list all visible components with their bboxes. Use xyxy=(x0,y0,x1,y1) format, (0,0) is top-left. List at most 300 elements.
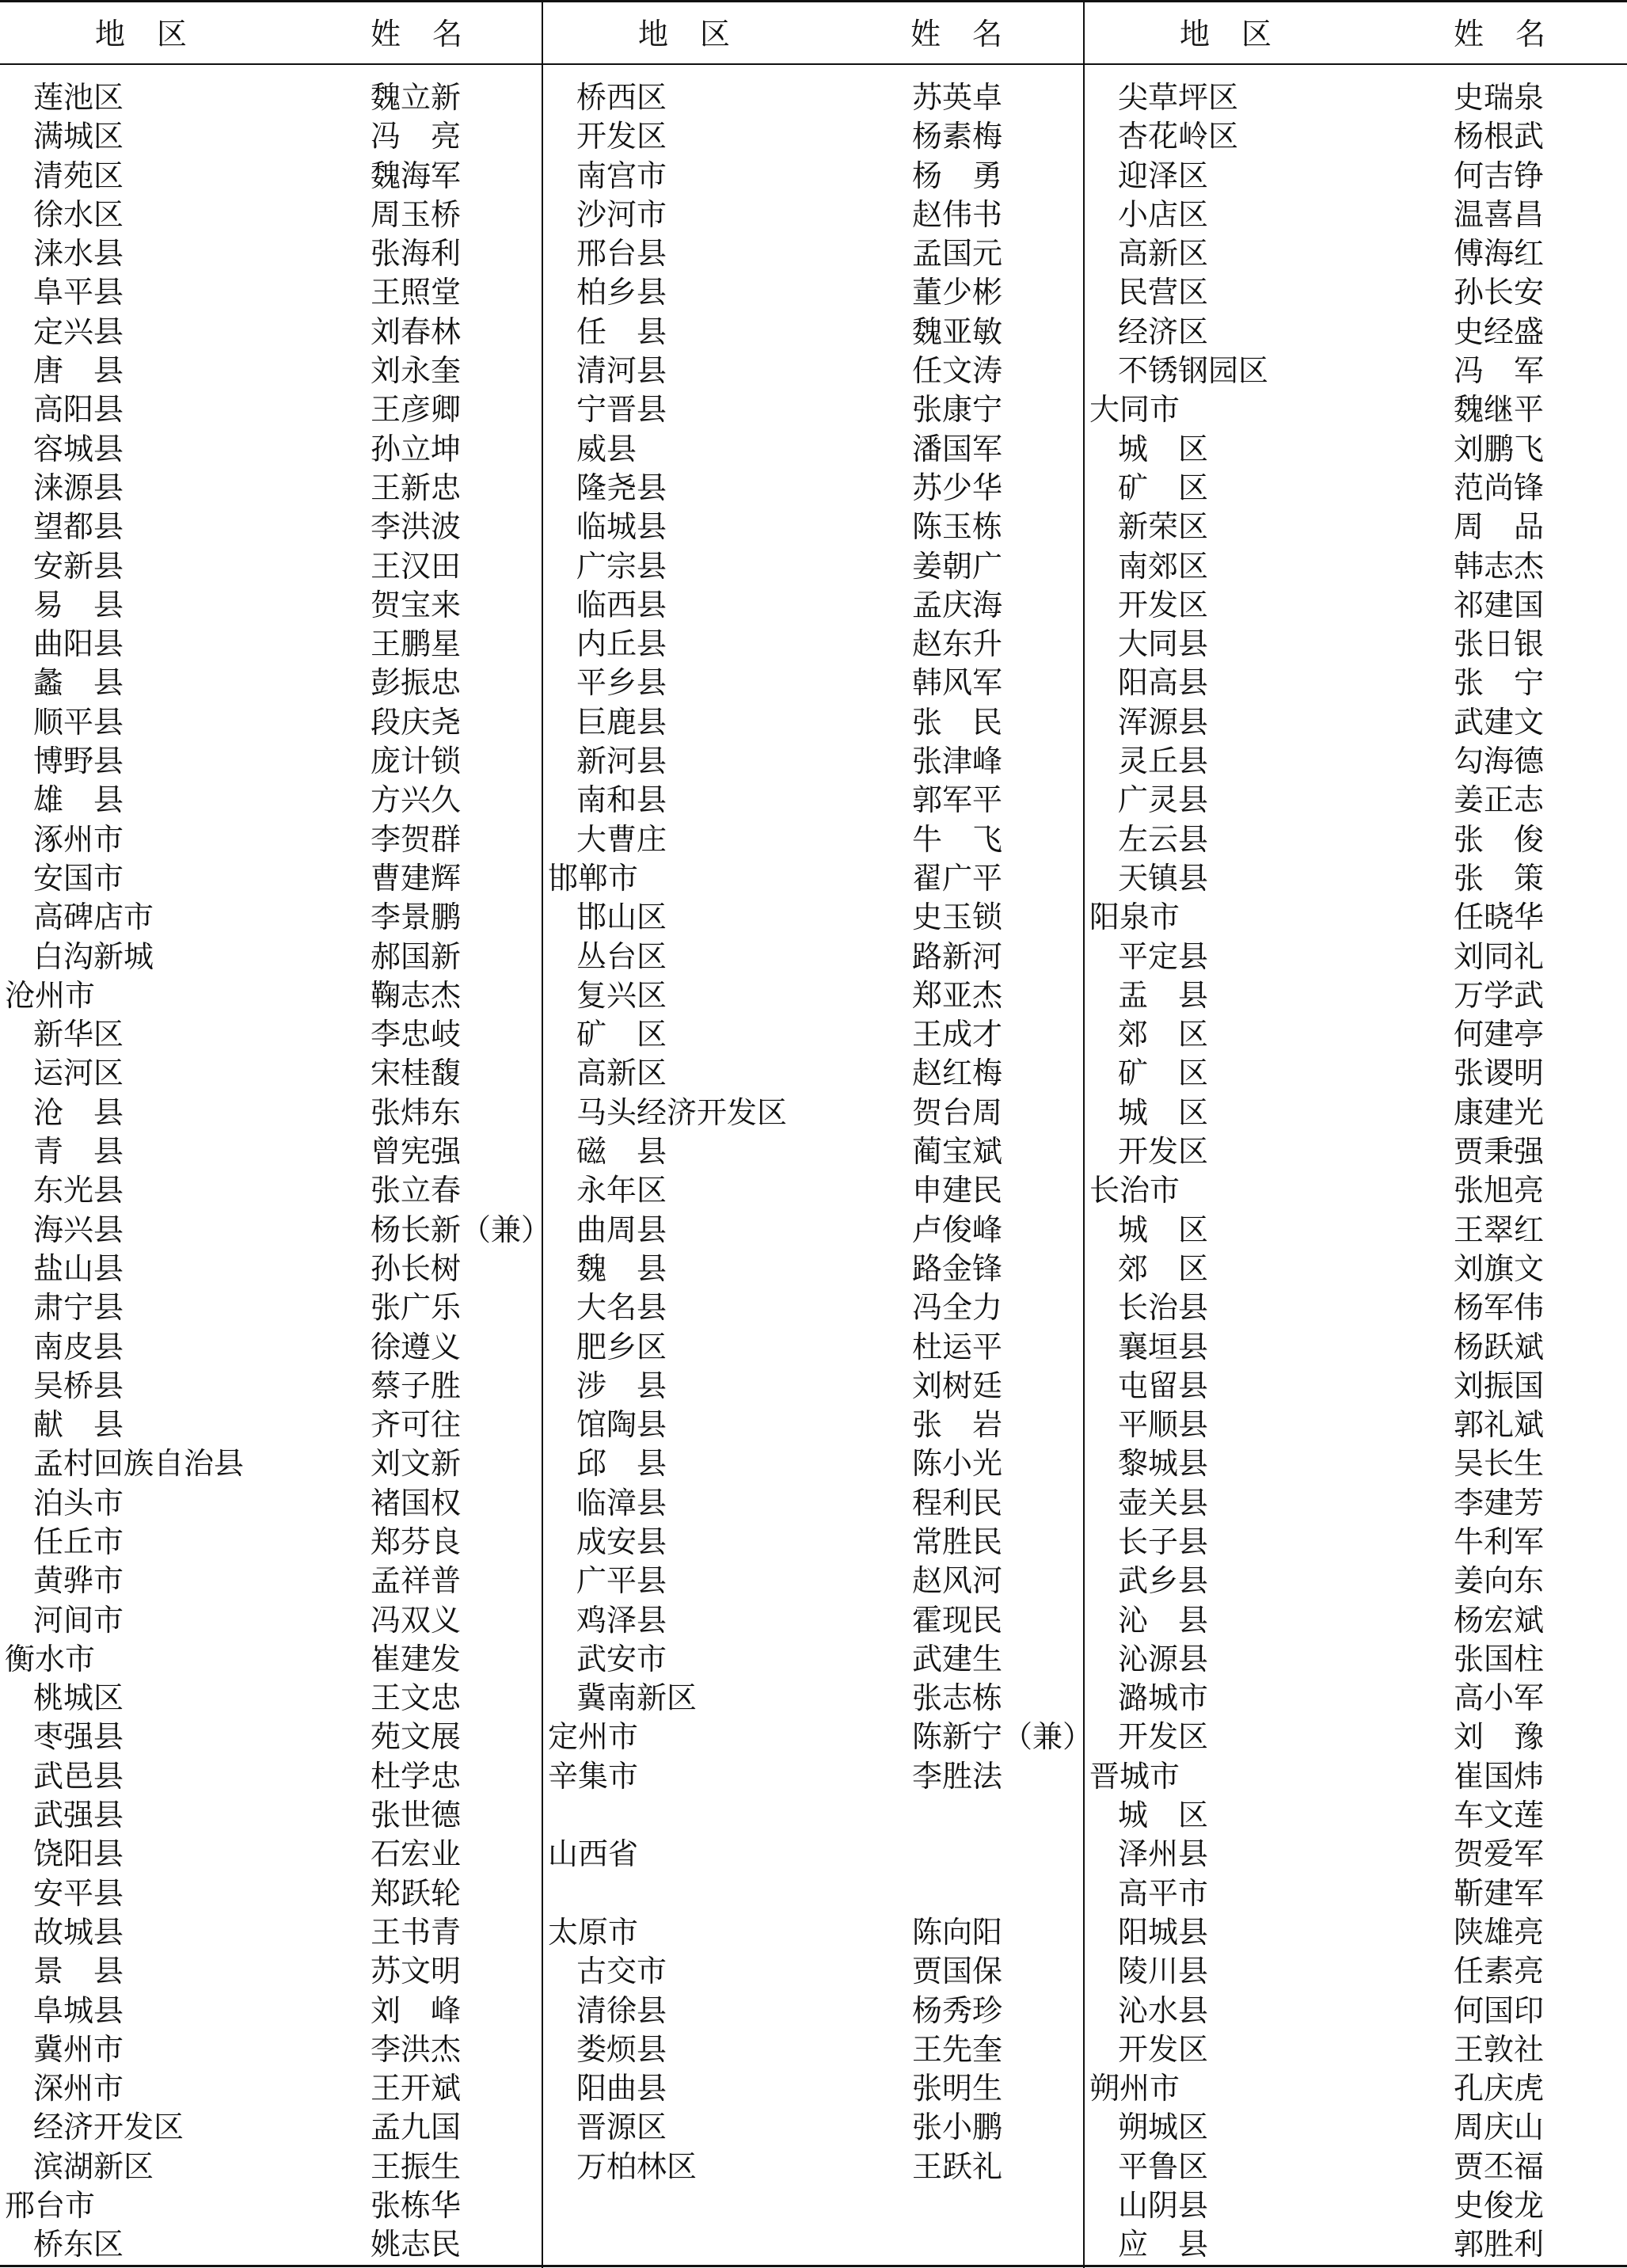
table-row xyxy=(0,1757,542,1796)
name-cell: 郑芬良 xyxy=(371,1524,462,1559)
region-cell: 安新县 xyxy=(33,548,124,584)
table-row xyxy=(0,703,542,742)
name-cell: 孟九国 xyxy=(371,2110,462,2145)
region-cell: 安平县 xyxy=(33,1875,124,1911)
table-row xyxy=(0,1601,542,1640)
table-row xyxy=(0,1406,542,1444)
table-row xyxy=(543,1874,1083,1913)
region-cell: 城 区 xyxy=(1118,1798,1209,1833)
name-cell: 姜朝广 xyxy=(912,548,1003,584)
table-row xyxy=(1085,1367,1627,1406)
region-cell: 马头经济开发区 xyxy=(576,1094,788,1130)
table-row xyxy=(1085,820,1627,859)
region-cell: 不锈钢园区 xyxy=(1118,353,1269,389)
name-cell: 赵伟书 xyxy=(912,196,1003,232)
region-cell: 开发区 xyxy=(1118,1719,1209,1755)
table-row xyxy=(543,273,1083,312)
region-cell: 沧州市 xyxy=(5,977,96,1013)
region-cell: 临西县 xyxy=(576,587,667,622)
name-cell: 张小鹏 xyxy=(912,2110,1003,2145)
region-cell: 任 县 xyxy=(576,314,667,349)
region-cell: 新华区 xyxy=(33,1017,124,1052)
region-cell: 蠡 县 xyxy=(33,665,124,701)
region-cell: 清苑区 xyxy=(33,158,124,193)
region-cell: 平乡县 xyxy=(576,665,667,701)
header-name: 姓名 xyxy=(910,17,1035,51)
table-row xyxy=(1085,2225,1627,2264)
region-cell: 壶关县 xyxy=(1118,1485,1209,1520)
region-cell: 海兴县 xyxy=(33,1212,124,1247)
region-cell: 阳高县 xyxy=(1118,665,1209,701)
table-row xyxy=(0,313,542,352)
table-row xyxy=(543,742,1083,781)
name-cell: 张国柱 xyxy=(1454,1641,1545,1676)
name-cell: 刘振国 xyxy=(1454,1368,1545,1403)
region-cell: 宁晋县 xyxy=(576,392,667,428)
name-cell: 张明生 xyxy=(912,2071,1003,2106)
region-cell: 左云县 xyxy=(1118,821,1209,857)
name-cell: 赵红梅 xyxy=(912,1056,1003,1091)
region-cell: 深州市 xyxy=(33,2071,124,2106)
table-row xyxy=(543,78,1083,117)
region-cell: 武强县 xyxy=(33,1798,124,1833)
table-row xyxy=(0,976,542,1015)
region-cell: 阳曲县 xyxy=(576,2071,667,2106)
table-row xyxy=(0,742,542,781)
table-row xyxy=(1085,78,1627,117)
name-cell: 冯双义 xyxy=(371,1602,462,1638)
table-row xyxy=(1085,1132,1627,1171)
table-row xyxy=(0,1132,542,1171)
region-cell: 大同市 xyxy=(1089,392,1180,428)
region-cell: 泽州县 xyxy=(1118,1836,1209,1872)
name-cell: 贾国保 xyxy=(912,1954,1003,1989)
region-cell: 矿 区 xyxy=(576,1017,667,1052)
name-cell: 陕雄亮 xyxy=(1454,1914,1545,1950)
name-cell: 康建光 xyxy=(1454,1094,1545,1130)
table-row xyxy=(0,1367,542,1406)
table-column-1 xyxy=(0,0,552,2268)
table-row xyxy=(1085,273,1627,312)
region-cell: 广宗县 xyxy=(576,548,667,584)
name-cell: 李洪杰 xyxy=(371,2031,462,2067)
table-row xyxy=(0,2108,542,2147)
table-row xyxy=(543,1288,1083,1327)
table-row xyxy=(0,1094,542,1132)
region-cell: 晋源区 xyxy=(576,2110,667,2145)
name-cell: 潘国军 xyxy=(912,431,1003,466)
name-cell: 段庆尧 xyxy=(371,704,462,740)
table-row xyxy=(543,430,1083,469)
row-list xyxy=(0,78,552,2265)
table-row xyxy=(1085,1328,1627,1367)
table-row xyxy=(1085,898,1627,937)
region-cell: 太原市 xyxy=(548,1914,639,1950)
region-cell: 新荣区 xyxy=(1118,509,1209,545)
region-cell: 桥东区 xyxy=(33,2227,124,2262)
region-cell: 长治市 xyxy=(1089,1173,1180,1208)
table-row xyxy=(1085,2186,1627,2225)
name-cell: 翟广平 xyxy=(912,860,1003,896)
region-cell: 枣强县 xyxy=(33,1719,124,1755)
table-row xyxy=(0,1640,542,1679)
table-row xyxy=(543,1679,1083,1718)
region-cell: 定兴县 xyxy=(33,314,124,349)
region-cell: 鸡泽县 xyxy=(576,1602,667,1638)
table-row xyxy=(543,1952,1083,1991)
table-row xyxy=(0,859,542,898)
name-cell: 姜正志 xyxy=(1454,782,1545,818)
name-cell: 何吉铮 xyxy=(1454,158,1545,193)
table-row xyxy=(0,117,542,156)
name-cell: 周 品 xyxy=(1454,509,1545,545)
name-cell: 王新忠 xyxy=(371,470,462,505)
name-cell: 王彦卿 xyxy=(371,392,462,428)
region-cell: 满城区 xyxy=(33,119,124,154)
table-row xyxy=(1085,469,1627,508)
name-cell: 陈小光 xyxy=(912,1446,1003,1482)
table-row xyxy=(0,1679,542,1718)
table-row xyxy=(0,938,542,976)
table-row xyxy=(543,313,1083,352)
header-name: 姓名 xyxy=(371,17,495,51)
name-cell: 刘春林 xyxy=(371,314,462,349)
region-cell: 涞源县 xyxy=(33,470,124,505)
table-row xyxy=(0,781,542,820)
table-row xyxy=(1085,1015,1627,1054)
name-cell: 刘 峰 xyxy=(371,1992,462,2028)
table-row xyxy=(1085,1835,1627,1874)
table-row xyxy=(543,1913,1083,1952)
table-row xyxy=(1085,1171,1627,1210)
table-row xyxy=(1085,1054,1627,1093)
name-cell: 张海利 xyxy=(371,236,462,272)
name-cell: 魏继平 xyxy=(1454,392,1545,428)
table-row xyxy=(1085,1250,1627,1288)
name-cell: 张谡明 xyxy=(1454,1056,1545,1091)
region-cell: 万柏林区 xyxy=(576,2148,698,2184)
region-cell: 安国市 xyxy=(33,860,124,896)
name-cell: 申建民 xyxy=(912,1173,1003,1208)
name-cell: 魏立新 xyxy=(371,80,462,115)
table-row xyxy=(0,234,542,273)
region-cell: 小店区 xyxy=(1118,196,1209,232)
name-cell: 刘 豫 xyxy=(1454,1719,1545,1755)
region-cell: 南宫市 xyxy=(576,158,667,193)
table-row xyxy=(543,1523,1083,1562)
table-row xyxy=(543,2108,1083,2147)
name-cell: 路金锋 xyxy=(912,1250,1003,1286)
name-cell: 孟国元 xyxy=(912,236,1003,272)
table-row xyxy=(0,273,542,312)
table-row xyxy=(1085,586,1627,625)
region-cell: 大名县 xyxy=(576,1290,667,1326)
region-cell: 大曹庄 xyxy=(576,821,667,857)
name-cell: 李忠岐 xyxy=(371,1017,462,1052)
name-cell: 张立春 xyxy=(371,1173,462,1208)
name-cell: 霍现民 xyxy=(912,1602,1003,1638)
region-cell: 陵川县 xyxy=(1118,1954,1209,1989)
region-cell: 城 区 xyxy=(1118,431,1209,466)
name-cell: 孙立坤 xyxy=(371,431,462,466)
name-cell: 武建生 xyxy=(912,1641,1003,1676)
table-row xyxy=(1085,508,1627,546)
region-cell: 威县 xyxy=(576,431,637,466)
region-cell: 阳泉市 xyxy=(1089,900,1180,935)
name-cell: 贺爱军 xyxy=(1454,1836,1545,1872)
table-row xyxy=(543,1171,1083,1210)
region-cell: 肃宁县 xyxy=(33,1290,124,1326)
name-cell: 郭军平 xyxy=(912,782,1003,818)
table-row xyxy=(543,390,1083,429)
name-cell: 刘永奎 xyxy=(371,353,462,389)
table-row xyxy=(1085,157,1627,196)
table-row xyxy=(543,1328,1083,1367)
region-cell: 阳城县 xyxy=(1118,1914,1209,1950)
region-cell: 山阴县 xyxy=(1118,2188,1209,2224)
region-cell: 经济区 xyxy=(1118,314,1209,349)
name-cell: 方兴久 xyxy=(371,782,462,818)
table-row xyxy=(1085,1952,1627,1991)
region-cell: 邯郸市 xyxy=(548,860,639,896)
table-row xyxy=(543,1054,1083,1093)
name-cell: 温喜昌 xyxy=(1454,196,1545,232)
table-row xyxy=(0,2069,542,2108)
name-cell: 魏海军 xyxy=(371,158,462,193)
table-row xyxy=(0,1718,542,1756)
name-cell: 王成才 xyxy=(912,1017,1003,1052)
table-row xyxy=(543,1250,1083,1288)
name-cell: 任素亮 xyxy=(1454,1954,1545,1989)
region-cell: 易 县 xyxy=(33,587,124,622)
region-cell: 盐山县 xyxy=(33,1250,124,1286)
name-cell: 姜向东 xyxy=(1454,1563,1545,1599)
table-row xyxy=(543,1444,1083,1483)
region-cell: 应 县 xyxy=(1118,2227,1209,2262)
region-cell: 长子县 xyxy=(1118,1524,1209,1559)
name-cell: 庞计锁 xyxy=(371,744,462,779)
name-cell: 张 岩 xyxy=(912,1407,1003,1443)
table-row xyxy=(1085,1288,1627,1327)
name-cell: 褚国权 xyxy=(371,1485,462,1520)
table-row xyxy=(1085,1679,1627,1718)
name-cell: 冯全力 xyxy=(912,1290,1003,1326)
region-cell: 晋城市 xyxy=(1089,1758,1180,1794)
table-row xyxy=(1085,859,1627,898)
region-cell: 吴桥县 xyxy=(33,1368,124,1403)
name-cell: 贾秉强 xyxy=(1454,1134,1545,1170)
table-row xyxy=(543,2030,1083,2069)
region-cell: 肥乡区 xyxy=(576,1329,667,1364)
name-cell: 李景鹏 xyxy=(371,900,462,935)
table-row xyxy=(0,2030,542,2069)
region-cell: 平定县 xyxy=(1118,938,1209,974)
table-row xyxy=(0,508,542,546)
table-row xyxy=(1085,1211,1627,1250)
region-cell: 内丘县 xyxy=(576,626,667,662)
table-row xyxy=(543,1601,1083,1640)
region-cell: 景 县 xyxy=(33,1954,124,1989)
name-cell: 陈新宁（兼） xyxy=(912,1719,1093,1755)
region-cell: 新河县 xyxy=(576,744,667,779)
table-row xyxy=(0,469,542,508)
table-row xyxy=(0,2186,542,2225)
name-cell: 李贺群 xyxy=(371,821,462,857)
name-cell: 张津峰 xyxy=(912,744,1003,779)
table-row xyxy=(543,1211,1083,1250)
region-cell: 隆尧县 xyxy=(576,470,667,505)
name-cell: 赵风河 xyxy=(912,1563,1003,1599)
name-cell: 靳建军 xyxy=(1454,1875,1545,1911)
table-row xyxy=(543,469,1083,508)
region-cell: 邯山区 xyxy=(576,900,667,935)
name-cell: 孔庆虎 xyxy=(1454,2071,1545,2106)
name-cell: 刘同礼 xyxy=(1454,938,1545,974)
table-row xyxy=(0,1328,542,1367)
name-cell: 牛 飞 xyxy=(912,821,1003,857)
region-cell: 黄骅市 xyxy=(33,1563,124,1599)
region-cell: 娄烦县 xyxy=(576,2031,667,2067)
region-cell: 莲池区 xyxy=(33,80,124,115)
table-row xyxy=(0,1796,542,1835)
region-cell: 清河县 xyxy=(576,353,667,389)
name-cell: 王开斌 xyxy=(371,2071,462,2106)
region-cell: 成安县 xyxy=(576,1524,667,1559)
name-cell: 任晓华 xyxy=(1454,900,1545,935)
region-cell: 南皮县 xyxy=(33,1329,124,1364)
region-cell: 曲阳县 xyxy=(33,626,124,662)
table-row xyxy=(543,898,1083,937)
name-cell: 杨长新（兼） xyxy=(371,1212,552,1247)
name-cell: 孙长树 xyxy=(371,1250,462,1286)
region-cell: 临漳县 xyxy=(576,1485,667,1520)
table-row xyxy=(0,1444,542,1483)
region-cell: 顺平县 xyxy=(33,704,124,740)
table-row xyxy=(543,1796,1083,1835)
name-cell: 贺宝来 xyxy=(371,587,462,622)
region-cell: 高平市 xyxy=(1118,1875,1209,1911)
name-cell: 苏英卓 xyxy=(912,80,1003,115)
table-row xyxy=(0,1288,542,1327)
region-cell: 开发区 xyxy=(1118,2031,1209,2067)
table-row xyxy=(0,664,542,702)
region-cell: 邢台县 xyxy=(576,236,667,272)
region-cell: 清徐县 xyxy=(576,1992,667,2028)
name-cell: 陈玉栋 xyxy=(912,509,1003,545)
table-row xyxy=(1085,2148,1627,2186)
table-row xyxy=(543,859,1083,898)
region-cell: 广平县 xyxy=(576,1563,667,1599)
name-cell: 王先奎 xyxy=(912,2031,1003,2067)
name-cell: 蔡子胜 xyxy=(371,1368,462,1403)
table-row xyxy=(543,1406,1083,1444)
name-cell: 冯 亮 xyxy=(371,119,462,154)
name-cell: 王汉田 xyxy=(371,548,462,584)
region-cell: 任丘市 xyxy=(33,1524,124,1559)
table-row xyxy=(1085,1757,1627,1796)
table-row xyxy=(1085,196,1627,234)
name-cell: 董少彬 xyxy=(912,275,1003,310)
table-row xyxy=(543,2069,1083,2108)
region-cell: 曲周县 xyxy=(576,1212,667,1247)
region-cell: 民营区 xyxy=(1118,275,1209,310)
name-cell: 杨秀珍 xyxy=(912,1992,1003,2028)
region-cell: 杏花岭区 xyxy=(1118,119,1239,154)
table-row xyxy=(1085,1601,1627,1640)
region-cell: 衡水市 xyxy=(5,1641,96,1676)
region-cell: 河间市 xyxy=(33,1602,124,1638)
table-row xyxy=(1085,781,1627,820)
table-row xyxy=(543,547,1083,586)
region-cell: 丛台区 xyxy=(576,938,667,974)
region-cell: 武邑县 xyxy=(33,1758,124,1794)
name-cell: 徐遵义 xyxy=(371,1329,462,1364)
name-cell: 牛利军 xyxy=(1454,1524,1545,1559)
region-cell: 沁 县 xyxy=(1118,1602,1209,1638)
region-cell: 郊 区 xyxy=(1118,1250,1209,1286)
region-cell: 博野县 xyxy=(33,744,124,779)
table-row xyxy=(543,625,1083,664)
table-row xyxy=(1085,664,1627,702)
table-row xyxy=(1085,1874,1627,1913)
region-cell: 武安市 xyxy=(576,1641,667,1676)
table-row xyxy=(543,664,1083,702)
region-cell: 涿州市 xyxy=(33,821,124,857)
name-cell: 张康宁 xyxy=(912,392,1003,428)
table-row xyxy=(1085,352,1627,390)
table-row xyxy=(543,1757,1083,1796)
region-cell: 经济开发区 xyxy=(33,2110,184,2145)
name-cell: 王翠红 xyxy=(1454,1212,1545,1247)
table-row xyxy=(1085,703,1627,742)
region-cell: 运河区 xyxy=(33,1056,124,1091)
region-cell: 容城县 xyxy=(33,431,124,466)
table-row xyxy=(1085,1562,1627,1600)
table-row xyxy=(1085,390,1627,429)
region-cell: 涞水县 xyxy=(33,236,124,272)
region-cell: 黎城县 xyxy=(1118,1446,1209,1482)
table-row xyxy=(1085,938,1627,976)
table-row xyxy=(0,1171,542,1210)
name-cell: 崔建发 xyxy=(371,1641,462,1676)
region-cell: 沙河市 xyxy=(576,196,667,232)
region-cell: 馆陶县 xyxy=(576,1407,667,1443)
name-cell: 张炜东 xyxy=(371,1094,462,1130)
name-cell: 史俊龙 xyxy=(1454,2188,1545,2224)
name-cell: 郑跃轮 xyxy=(371,1875,462,1911)
table-row xyxy=(0,586,542,625)
region-cell: 柏乡县 xyxy=(576,275,667,310)
region-cell: 望都县 xyxy=(33,509,124,545)
table-row xyxy=(543,196,1083,234)
name-cell: 杨根武 xyxy=(1454,119,1545,154)
province-name: 山西省 xyxy=(548,1836,639,1872)
name-cell: 杨军伟 xyxy=(1454,1290,1545,1326)
table-row xyxy=(543,1640,1083,1679)
region-cell: 复兴区 xyxy=(576,977,667,1013)
name-cell: 孟庆海 xyxy=(912,587,1003,622)
table-row xyxy=(543,1992,1083,2030)
name-cell: 苑文展 xyxy=(371,1719,462,1755)
region-cell: 饶阳县 xyxy=(33,1836,124,1872)
table-row xyxy=(0,430,542,469)
name-cell: 李胜法 xyxy=(912,1758,1003,1794)
region-cell: 青 县 xyxy=(33,1134,124,1170)
table-row xyxy=(1085,234,1627,273)
name-cell: 程利民 xyxy=(912,1485,1003,1520)
row-list xyxy=(1085,78,1627,2265)
name-cell: 郭胜利 xyxy=(1454,2227,1545,2262)
